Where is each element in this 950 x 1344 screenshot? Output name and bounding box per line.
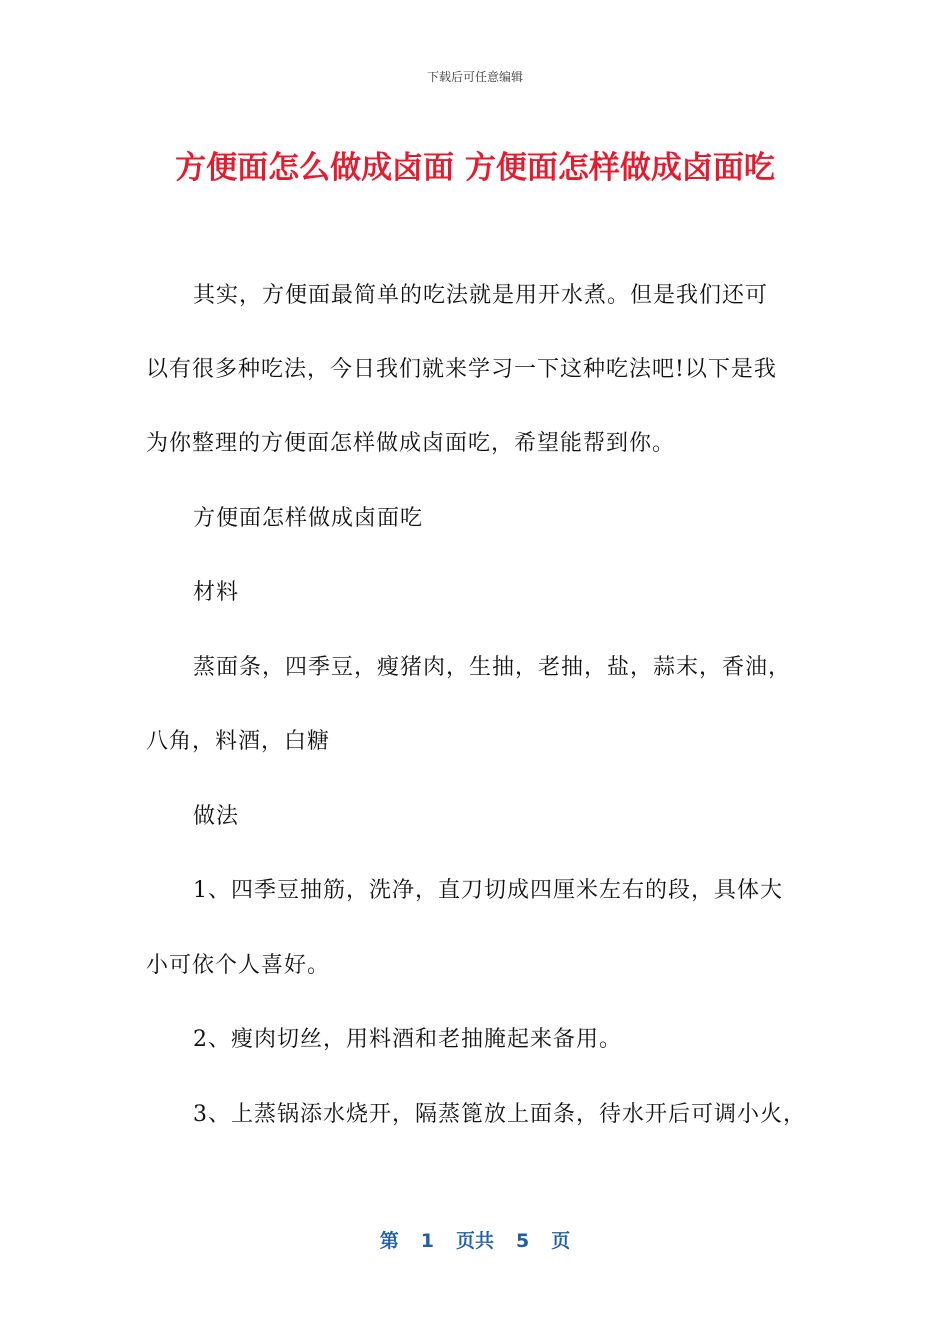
section-heading: 做法	[193, 804, 240, 829]
paragraph-line: 为你整理的方便面怎样做成卤面吃，希望能帮到你。	[146, 431, 676, 456]
paragraph-line: 2、瘦肉切丝，用料酒和老抽腌起来备用。	[193, 1027, 622, 1052]
paragraph-line: 1、四季豆抽筋，洗净，直刀切成四厘米左右的段，具体大	[193, 878, 783, 903]
section-heading: 方便面怎样做成卤面吃	[193, 506, 424, 531]
page-footer	[0, 1226, 950, 1253]
footer-prefix: 第	[379, 1230, 399, 1252]
footer-middle: 页共	[455, 1230, 494, 1252]
paragraph-line: 蒸面条，四季豆，瘦猪肉，生抽，老抽，盐，蒜末，香油，	[193, 655, 792, 680]
paragraph-line: 3、上蒸锅添水烧开，隔蒸篦放上面条，待水开后可调小火，	[193, 1102, 806, 1127]
paragraph-line: 以有很多种吃法，今日我们就来学习一下这种吃法吧!以下是我	[146, 357, 777, 382]
footer-suffix: 页	[551, 1230, 571, 1252]
paragraph-line: 小可依个人喜好。	[146, 953, 331, 978]
document-title: 方便面怎么做成卤面 方便面怎样做成卤面吃	[175, 150, 775, 186]
section-heading: 材料	[193, 580, 240, 605]
footer-current-page: 1	[420, 1230, 434, 1252]
paragraph-line: 八角，料酒，白糖	[146, 729, 331, 754]
paragraph-line: 其实，方便面最简单的吃法就是用开水煮。但是我们还可	[193, 283, 769, 308]
header-note: 下载后可任意编辑	[426, 70, 523, 84]
footer-total-pages: 5	[516, 1230, 530, 1252]
